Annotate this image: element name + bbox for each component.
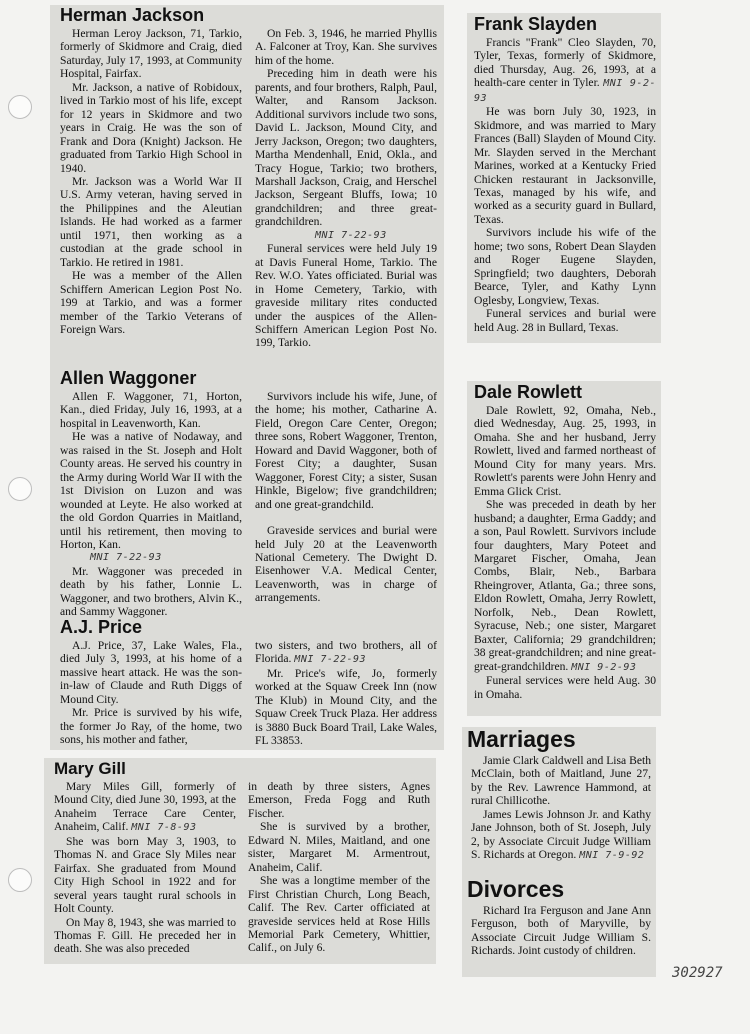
paragraph (471, 808, 651, 863)
paragraph: Mr. Jackson, a native of Robidoux, lived in Tarkio most of his life, except for 12 years in Skidmore and two years in Craig. He was the son of Frank and Dora (Knight) Jackson. He graduated from Tarkio High School in 1940. (60, 80, 242, 175)
archive-stamp: 302927 (672, 965, 723, 981)
paragraph: He was a native of Nodaway, and was raised in the St. Joseph and Holt County areas. He served his country in the Army during World War II with the 1st Division on Luzon and was wounded at Leyte. He also worked at the old Gordon Quarries in Maitland, until his retirement, then moving to Horton, Kan. (60, 430, 242, 551)
paragraph: She was born May 3, 1903, to Thomas N. and Grace Sly Miles near Fairfax. She graduated from Mound City High School in 1922 and for several years taught rural schools in Holt County. (54, 834, 236, 916)
paragraph: She was a longtime member of the First Christian Church, Long Beach, Calif. The Rev. Carter officiated at graveside services held at Rose Hills Memorial Park Cemetery, Whittier, Calif., on July 6. (248, 874, 430, 955)
paragraph: Survivors include his wife of the home; two sons, Robert Dean Slayden and Roger Eugene Slayden, Springfield; two daughters, Deborah Bearce, Tyler, and Kathy Lynn Oglesby, Longview, Texas. (474, 226, 656, 307)
obit-allen-col2 (255, 390, 437, 605)
obit-heading-frank-slayden: Frank Slayden (474, 14, 598, 34)
marriages-col (471, 754, 651, 863)
clipping-marriages-divorces (462, 727, 656, 977)
heading-divorces: Divorces (467, 876, 565, 902)
paragraph (54, 780, 236, 835)
paragraph: Mr. Price's wife, Jo, formerly worked at the Squaw Creek Inn (now The Klub) in Mound City, and the Squaw Creek Truck Plaza. Her address is 3880 Buck Board Trail, Lake Wales, FL 33853. (255, 666, 437, 748)
handwritten-note: MNI 9-2-93 (474, 78, 656, 104)
obit-frank-col (474, 36, 656, 334)
paragraph: Allen F. Waggoner, 71, Horton, Kan., died Friday, July 16, 1993, at a hospital in Leavenworth, Kan. (60, 390, 242, 430)
paragraph: Graveside services and burial were held July 20 at the Leavenworth National Cemetery. The Dwight D. Eisenhower V.A. Medical Center, Leavenworth, was in charge of arrangements. (255, 524, 437, 605)
paragraph: Jamie Clark Caldwell and Lisa Beth McClain, both of Maitland, June 27, by the Rev. Lawrence Hammond, at rural Chillicothe. (471, 754, 651, 808)
paragraph-text: two sisters, and two brothers, all of Florida. (255, 639, 437, 666)
paragraph: She is survived by a brother, Edward N. Miles, Maitland, and one sister, Margaret M. Armentrout, Anaheim, Calif. (248, 820, 430, 874)
obit-heading-dale-rowlett: Dale Rowlett (474, 382, 583, 402)
heading-marriages: Marriages (467, 727, 576, 752)
obit-allen-col1 (60, 390, 242, 619)
obit-price-col2 (255, 639, 437, 748)
paragraph: Funeral services and burial were held Aug. 28 in Bullard, Texas. (474, 307, 656, 334)
handwritten-note: MNI 7-22-93 (294, 654, 367, 666)
obit-price-col1 (60, 639, 242, 747)
paragraph: A.J. Price, 37, Lake Wales, Fla., died July 3, 1993, at his home of a massive heart attack. He was the son-in-law of Claude and Ruth Diggs of Mound City. (60, 639, 242, 706)
paragraph-text: She was preceded in death by her husband; a daughter, Erma Gaddy; and a son, Paul Rowlett. Survivors include four daughters, Mary Poteet and Margaret Fischer, Omaha, Jean Combs, Blair, Neb., Barbara Rheingrover, Atlanta, Ga.; three sons, Eldon Rowlett, Omaha, Jerry Rowlett, Norfolk, Neb., Dean Rowlett, Syracuse, Neb.; one sister, Margaret Baxter, California; 29 grandchildren; 38 great-grandchildren; and nine great-great-grandchildren. (474, 498, 656, 673)
paragraph-text: James Lewis Johnson Jr. and Kathy Jane Johnson, both of St. Joseph, July 2, by Associate Circuit Judge William S. Richards at Oregon. (471, 807, 651, 862)
obit-dale-col (474, 404, 656, 701)
obit-herman-col1 (60, 27, 242, 336)
paragraph: On May 8, 1943, she was married to Thomas F. Gill. He preceded her in death. She was also preceded (54, 915, 236, 956)
paragraph: He was born July 30, 1923, in Skidmore, and was married to Mary Frances (Ball) Slayden of Mound City. Mr. Slayden served in the Merchant Marines, worked at a Kentucky Fried Chicken restaurant in Jacksonville, Texas, managed by his wife, and worked as a security guard in Bullard, Texas. (474, 105, 656, 226)
handwritten-note: MNI 9-2-93 (571, 661, 637, 673)
obit-heading-allen-waggoner: Allen Waggoner (60, 368, 197, 388)
punch-hole-top (8, 95, 32, 119)
paragraph (255, 639, 437, 667)
paragraph: Mr. Jackson was a World War II U.S. Army veteran, having served in the Philippines and the Aleutian Islands. He had worked as a farmer until 1971, then working as a custodian at the grade school in Tarkio. He retired in 1981. (60, 174, 242, 269)
obit-mary-col1 (54, 780, 236, 956)
paragraph: On Feb. 3, 1946, he married Phyllis A. Falconer at Troy, Kan. She survives him of the home. (255, 27, 437, 67)
handwritten-note: MNI 7-9-92 (579, 850, 645, 862)
handwritten-note: MNI 7-22-93 (90, 552, 162, 564)
divorces-col (471, 904, 651, 958)
obit-mary-col2 (248, 780, 430, 955)
obit-heading-aj-price: A.J. Price (60, 617, 143, 637)
paragraph: Survivors include his wife, June, of the home; his mother, Catharine A. Field, Oregon Care Center, Oregon; three sons, Robert Waggoner, Trenton, Howard and David Waggoner, both of Forest City; a daughter, Susan Waggoner, Forest City; a sister, Susan Hinkle, Bigelow; five grandchildren; and one great-grandchild. (255, 390, 437, 511)
obit-heading-mary-gill: Mary Gill (54, 759, 126, 778)
clipping-frank-slayden (467, 13, 661, 343)
handwritten-note: MNI 7-22-93 (315, 229, 387, 241)
clipping-dale-rowlett (467, 381, 661, 716)
obit-heading-herman-jackson: Herman Jackson (60, 5, 205, 25)
paragraph: Herman Leroy Jackson, 71, Tarkio, formerly of Skidmore and Craig, died Saturday, July 17, 1993, at Community Hospital, Fairfax. (60, 27, 242, 81)
clipping-jackson-waggoner-price (50, 5, 444, 750)
paragraph: Mr. Price is survived by his wife, the former Jo Ray, of the home, two sons, his mother and father, (60, 706, 242, 747)
punch-hole-middle (8, 477, 32, 501)
paragraph: Mr. Waggoner was preceded in death by his father, Lonnie L. Waggoner, and two brothers, Alvin K., and Sammy Waggoner. (60, 564, 242, 619)
paragraph: Richard Ira Ferguson and Jane Ann Ferguson, both of Maryville, by Associate Circuit Judge William S. Richards. Joint custody of children. (471, 904, 651, 958)
paragraph: He was a member of the Allen Schiffern American Legion Post No. 199 at Tarkio, and was a former member of the Tarkio Veterans of Foreign Wars. (60, 269, 242, 336)
clipping-mary-gill (44, 758, 436, 964)
paragraph: Dale Rowlett, 92, Omaha, Neb., died Wednesday, Aug. 25, 1993, in Omaha. She and her husband, Jerry Rowlett, lived and farmed northeast of Mound City for many years. Mrs. Rowlett's parents were John Henry and Emma Glick Crist. (474, 404, 656, 498)
paragraph: Funeral services were held July 19 at Davis Funeral Home, Tarkio. The Rev. W.O. Yates officiated. Burial was in Home Cemetery, Tarkio, with graveside military rites conducted under the auspices of the Allen-Schiffern American Legion Post No. 199, Tarkio. (255, 242, 437, 350)
paragraph-text: Francis "Frank" Cleo Slayden, 70, Tyler, Texas, formerly of Skidmore, died Thursday, Aug. 26, 1993, at a health-care center in Tyler. (474, 36, 656, 90)
paragraph (474, 36, 656, 105)
obit-herman-col2 (255, 27, 437, 350)
paragraph: Preceding him in death were his parents, and four brothers, Ralph, Paul, Walter, and Ransom Jackson. Additional survivors include two sons, David L. Jackson, Mound City, and Jerry Jackson, Oregon; two daughters, Martha Mendenhall, Enid, Okla., and Tracy Hogue, Tarkio; two brothers, Marshall Jackson, Craig, and Herschel Jackson, Sergeant Bluffs, Iowa; 10 grandchildren; and three great-grandchildren. (255, 67, 437, 229)
paragraph: Funeral services were held Aug. 30 in Omaha. (474, 674, 656, 701)
punch-hole-bottom (8, 868, 32, 892)
handwritten-note: MNI 7-8-93 (131, 822, 197, 834)
paragraph: in death by three sisters, Agnes Emerson, Freda Fogg and Ruth Fischer. (248, 780, 430, 820)
paragraph (474, 498, 656, 674)
paragraph-text: Mary Miles Gill, formerly of Mound City, died June 30, 1993, at the Anaheim Terrace Care Center, Anaheim, Calif. (54, 780, 236, 834)
